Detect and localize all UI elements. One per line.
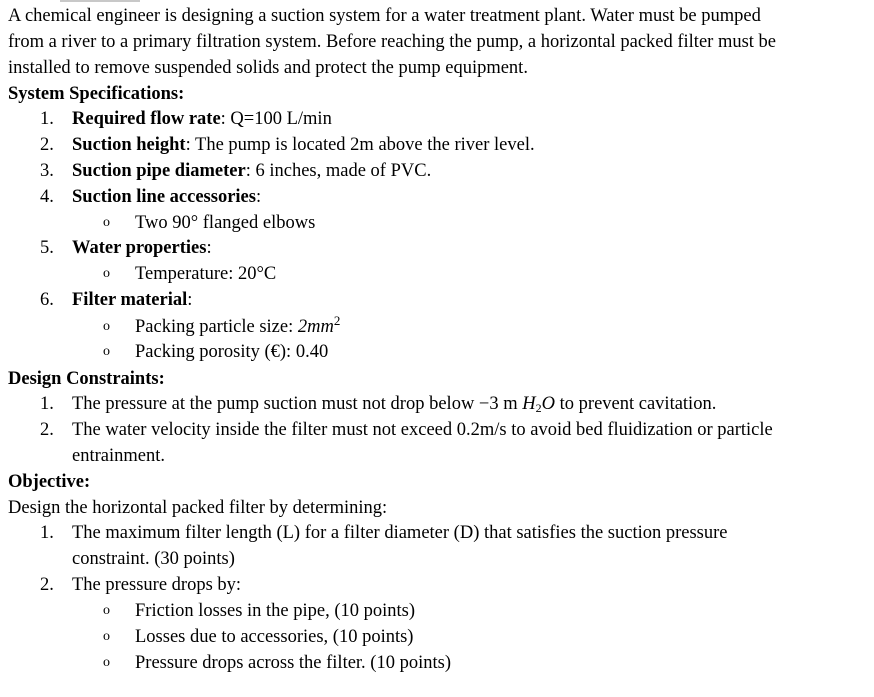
spec-4: Suction line accessories:	[72, 187, 262, 207]
spec-1-number: 1.	[40, 109, 54, 129]
spec-5-number: 5.	[40, 238, 54, 258]
objective-1-number: 1.	[40, 523, 54, 543]
spec-4-sub-1: Two 90° flanged elbows	[135, 213, 316, 233]
spec-1: Required flow rate: Q=100 L/min	[72, 109, 332, 129]
objective-2-number: 2.	[40, 575, 54, 595]
constraint-2-line-2: entrainment.	[72, 446, 165, 466]
constraint-1: The pressure at the pump suction must not drop below −3 m $H_2O$ to prevent cavitation.	[72, 394, 717, 415]
objective-1-line-2: constraint. (30 points)	[72, 549, 235, 569]
spec-6-sub-particle: Packing particle size: $2mm^2$	[135, 313, 341, 337]
spec-3: Suction pipe diameter: 6 inches, made of PVC.	[72, 161, 432, 181]
spec-2-number: 2.	[40, 135, 54, 155]
spec-4-number: 4.	[40, 187, 54, 207]
intro-line-3: installed to remove suspended solids and protect the pump equipment.	[8, 58, 528, 78]
objective-1-line-1: The maximum filter length (L) for a filter diameter (D) that satisfies the suction pressure	[72, 523, 728, 543]
spec-5-sub-1: Temperature: 20°C	[135, 264, 277, 284]
constraint-1-number: 1.	[40, 394, 54, 414]
objective-2: The pressure drops by:	[72, 575, 242, 595]
bullet-icon: o	[103, 629, 110, 644]
spec-5: Water properties:	[72, 238, 212, 258]
constraint-2-line-1: The water velocity inside the filter must not exceed 0.2m/s to avoid bed fluidization or particle	[72, 420, 773, 440]
spec-6: Filter material:	[72, 290, 193, 310]
intro-line-1: A chemical engineer is designing a suction system for a water treatment plant. Water must be pumped	[8, 6, 761, 26]
objective-2-sub-1: Friction losses in the pipe, (10 points)	[135, 601, 416, 621]
spec-3-number: 3.	[40, 161, 54, 181]
bullet-icon: o	[103, 266, 110, 281]
objective-2-sub-2: Losses due to accessories, (10 points)	[135, 627, 414, 647]
bullet-icon: o	[103, 603, 110, 618]
bullet-icon: o	[103, 215, 110, 230]
bullet-icon: o	[103, 655, 110, 670]
objective-intro: Design the horizontal packed filter by determining:	[8, 498, 388, 518]
specs-heading: System Specifications:	[8, 84, 185, 104]
intro-line-2: from a river to a primary filtration system. Before reaching the pump, a horizontal packed filter must be	[8, 32, 777, 52]
constraints-heading: Design Constraints:	[8, 369, 165, 389]
bullet-icon: o	[103, 344, 110, 359]
spec-6-number: 6.	[40, 290, 54, 310]
spec-2: Suction height: The pump is located 2m above the river level.	[72, 135, 535, 155]
constraint-2-number: 2.	[40, 420, 54, 440]
bullet-icon: o	[103, 319, 110, 334]
objective-2-sub-3: Pressure drops across the filter. (10 points)	[135, 653, 451, 673]
objective-heading: Objective:	[8, 472, 91, 492]
top-divider	[60, 0, 140, 2]
spec-6-sub-porosity: Packing porosity (€): 0.40	[135, 342, 329, 362]
